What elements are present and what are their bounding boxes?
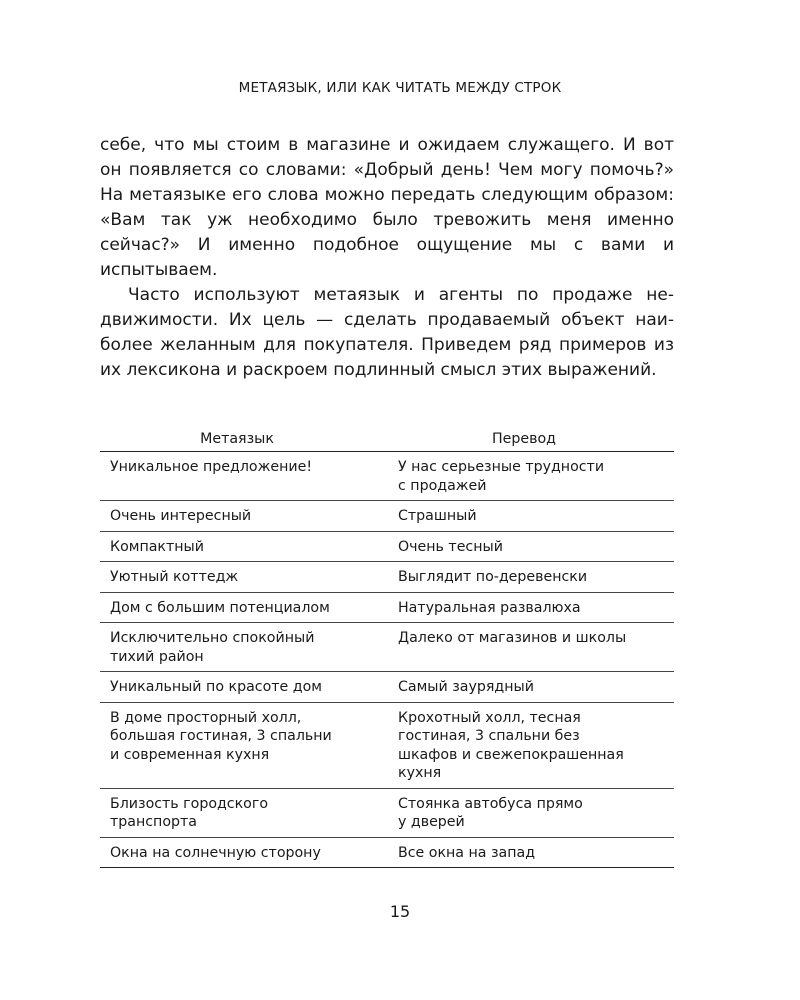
translation-cell: Стоянка автобуса прямо у дверей	[374, 788, 674, 837]
metalanguage-cell: Окна на солнечную сторону	[100, 837, 374, 868]
translation-cell: Страшный	[374, 501, 674, 532]
table-row	[100, 452, 674, 501]
metalanguage-cell: Компактный	[100, 531, 374, 562]
metalanguage-cell: Дом с большим потенциалом	[100, 592, 374, 623]
translation-cell: Все окна на запад	[374, 837, 674, 868]
metalanguage-cell: Исключительно спокойный тихий район	[100, 623, 374, 672]
column-header-metalanguage: Метаязык	[100, 427, 374, 452]
table-row	[100, 837, 674, 868]
column-header-translation: Перевод	[374, 427, 674, 452]
table-row	[100, 672, 674, 703]
translation-cell: Самый заурядный	[374, 672, 674, 703]
translation-cell: Далеко от магазинов и школы	[374, 623, 674, 672]
translation-cell: У нас серьезные трудности с продажей	[374, 452, 674, 501]
metalanguage-cell: Уникальное предложение!	[100, 452, 374, 501]
translation-cell: Выглядит по-деревенски	[374, 562, 674, 593]
metalanguage-table	[100, 427, 674, 868]
paragraph: Часто используют метаязык и агенты по продаже недвижимости. Их цель — сделать продаваемый объект наиболее желанным для покупателя. Приведем ряд примеров из их лексикона и раскроем подлинный смысл этих выражений.	[100, 285, 674, 380]
metalanguage-cell: В доме просторный холл, большая гостиная, 3 спальни и современная кухня	[100, 702, 374, 788]
translation-cell: Натуральная развалюха	[374, 592, 674, 623]
table-row	[100, 501, 674, 532]
translation-cell: Крохотный холл, тесная гостиная, 3 спальни без шкафов и свежепокрашенная кухня	[374, 702, 674, 788]
table-row	[100, 592, 674, 623]
metalanguage-cell: Очень интересный	[100, 501, 374, 532]
metalanguage-cell: Близость городского транспорта	[100, 788, 374, 837]
translation-cell: Очень тесный	[374, 531, 674, 562]
table-row	[100, 788, 674, 837]
table-row	[100, 531, 674, 562]
paragraph: себе, что мы стоим в магазине и ожидаем служащего. И вот он появляется со словами: «Добрый день! Чем могу помочь?» На метаязыке его слова можно передать следующим образом: «Вам так уж необходимо было тревожить меня именно сейчас?» И именно подобное ощущение мы с вами и испытываем.	[100, 135, 674, 280]
table-row	[100, 702, 674, 788]
body-text	[100, 133, 674, 383]
metalanguage-cell: Уникальный по красоте дом	[100, 672, 374, 703]
table-row	[100, 562, 674, 593]
metalanguage-cell: Уютный коттедж	[100, 562, 374, 593]
running-header: МЕТАЯЗЫК, ИЛИ КАК ЧИТАТЬ МЕЖДУ СТРОК	[238, 80, 562, 96]
page-number: 15	[389, 902, 411, 921]
table-row	[100, 623, 674, 672]
table-header-row	[100, 427, 674, 452]
